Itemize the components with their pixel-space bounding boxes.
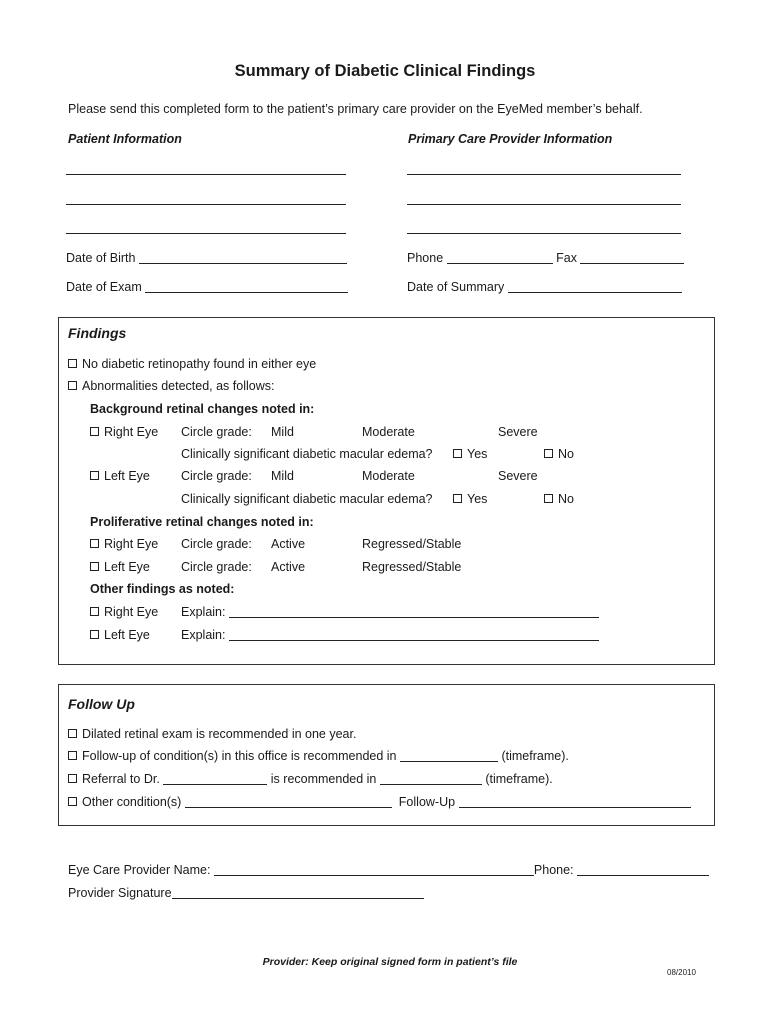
dob-label: Date of Birth [66,251,136,265]
provider-fax-label: Fax [556,251,577,265]
timeframe-label: (timeframe). [485,772,553,786]
bg-left-mild[interactable]: Mild [271,469,294,483]
prolif-left-eye-label: Left Eye [104,560,150,574]
bg-right-severe[interactable]: Severe [498,425,538,439]
prolif-right-active[interactable]: Active [271,537,306,551]
no-label: No [558,492,574,506]
patient-line-2[interactable] [66,204,346,205]
checkbox[interactable] [68,359,77,368]
followup-heading: Follow Up [68,696,135,712]
patient-line-1[interactable] [66,174,346,175]
explain-line[interactable] [229,630,599,641]
abnormalities-label: Abnormalities detected, as follows: [82,379,275,393]
checkbox[interactable] [90,562,99,571]
other-findings-heading: Other findings as noted: [90,582,235,596]
proliferative-heading: Proliferative retinal changes noted in: [90,515,314,529]
prolif-left-active[interactable]: Active [271,560,306,574]
checkbox[interactable] [544,449,553,458]
referral-option[interactable] [68,772,553,786]
provider-line-1[interactable] [407,174,681,175]
followup-line[interactable] [459,797,691,808]
bg-left-edema-no[interactable] [544,492,574,506]
checkbox[interactable] [68,381,77,390]
summary-date-field[interactable] [407,280,682,294]
checkbox[interactable] [68,751,77,760]
intro-text: Please send this completed form to the patient’s primary care provider on the EyeMed member’s behalf. [68,102,643,116]
summary-date-label: Date of Summary [407,280,505,294]
checkbox[interactable] [68,729,77,738]
eye-care-phone-label: Phone: [533,863,574,877]
checkbox[interactable] [90,630,99,639]
exam-date-field[interactable] [66,280,348,294]
other-left-explain[interactable] [181,628,599,642]
bg-right-moderate[interactable]: Moderate [362,425,415,439]
checkbox[interactable] [90,607,99,616]
explain-label: Explain: [181,628,226,642]
dob-field[interactable] [66,251,347,265]
checkbox[interactable] [90,539,99,548]
prolif-right-eye-label: Right Eye [104,537,159,551]
prolif-left-eye-option[interactable] [90,560,150,574]
prolif-right-eye-option[interactable] [90,537,158,551]
signature-line[interactable] [172,888,424,899]
bg-right-edema-yes[interactable] [453,447,487,461]
provider-phone-line[interactable] [447,253,553,264]
other-right-eye-option[interactable] [90,605,158,619]
background-heading: Background retinal changes noted in: [90,402,315,416]
summary-date-line[interactable] [508,282,682,293]
explain-line[interactable] [229,607,599,618]
other-left-eye-label: Left Eye [104,628,150,642]
provider-line-2[interactable] [407,204,681,205]
phone-fax-field[interactable] [407,251,684,265]
bg-left-eye-option[interactable] [90,469,150,483]
bg-left-circle-grade: Circle grade: [181,469,252,483]
checkbox[interactable] [453,449,462,458]
timeframe-line[interactable] [400,751,498,762]
bg-left-edema-yes[interactable] [453,492,487,506]
bg-left-eye-label: Left Eye [104,469,150,483]
recommended-in-label: is recommended in [270,772,377,786]
prolif-right-regressed[interactable]: Regressed/Stable [362,537,462,551]
explain-label: Explain: [181,605,226,619]
bg-right-mild[interactable]: Mild [271,425,294,439]
eye-care-phone-line[interactable] [577,865,709,876]
dob-line[interactable] [139,253,347,264]
referral-label: Referral to Dr. [82,772,160,786]
office-followup-option[interactable] [68,749,569,763]
eye-care-provider-label: Eye Care Provider Name: [68,863,211,877]
other-left-eye-option[interactable] [90,628,150,642]
signature-field[interactable] [68,886,424,900]
exam-date-line[interactable] [145,282,348,293]
checkbox[interactable] [68,774,77,783]
provider-line-3[interactable] [407,233,681,234]
provider-info-heading: Primary Care Provider Information [408,132,613,146]
prolif-right-circle-grade: Circle grade: [181,537,252,551]
other-condition-option[interactable] [68,795,691,809]
other-condition-line[interactable] [185,797,392,808]
findings-heading: Findings [68,325,127,341]
eye-care-provider-field[interactable] [68,863,709,877]
checkbox[interactable] [544,494,553,503]
signature-label: Provider Signature [68,886,172,900]
followup-label: Follow-Up [398,795,456,809]
bg-right-eye-label: Right Eye [104,425,159,439]
exam-date-label: Date of Exam [66,280,142,294]
no-label: No [558,447,574,461]
bg-left-moderate[interactable]: Moderate [362,469,415,483]
patient-info-heading: Patient Information [68,132,182,146]
checkbox[interactable] [453,494,462,503]
bg-right-eye-option[interactable] [90,425,158,439]
timeframe-label: (timeframe). [501,749,569,763]
page-title: Summary of Diabetic Clinical Findings [234,62,536,80]
checkbox[interactable] [90,427,99,436]
bg-left-severe[interactable]: Severe [498,469,538,483]
yes-label: Yes [467,492,488,506]
bg-left-edema-question: Clinically significant diabetic macular edema? [181,492,433,506]
no-retinopathy-label: No diabetic retinopathy found in either eye [82,357,317,371]
dilated-exam-option[interactable] [68,727,356,741]
bg-right-edema-no[interactable] [544,447,574,461]
yes-label: Yes [467,447,488,461]
provider-fax-line[interactable] [580,253,684,264]
form-date-code: 08/2010 [667,968,696,977]
prolif-left-regressed[interactable]: Regressed/Stable [362,560,462,574]
provider-phone-label: Phone [407,251,444,265]
other-right-eye-label: Right Eye [104,605,159,619]
office-followup-label: Follow-up of condition(s) in this office is recommended in [82,749,397,763]
prolif-left-circle-grade: Circle grade: [181,560,252,574]
abnormalities-option[interactable] [68,379,274,393]
other-right-explain[interactable] [181,605,599,619]
checkbox[interactable] [68,797,77,806]
footer-note: Provider: Keep original signed form in patient’s file [262,956,518,968]
no-retinopathy-option[interactable] [68,357,316,371]
bg-right-circle-grade: Circle grade: [181,425,252,439]
checkbox[interactable] [90,471,99,480]
eye-care-provider-line[interactable] [214,865,534,876]
referral-doctor-line[interactable] [163,774,267,785]
patient-line-3[interactable] [66,233,346,234]
dilated-exam-label: Dilated retinal exam is recommended in one year. [82,727,357,741]
timeframe-line[interactable] [380,774,482,785]
bg-right-edema-question: Clinically significant diabetic macular edema? [181,447,433,461]
other-condition-label: Other condition(s) [82,795,182,809]
